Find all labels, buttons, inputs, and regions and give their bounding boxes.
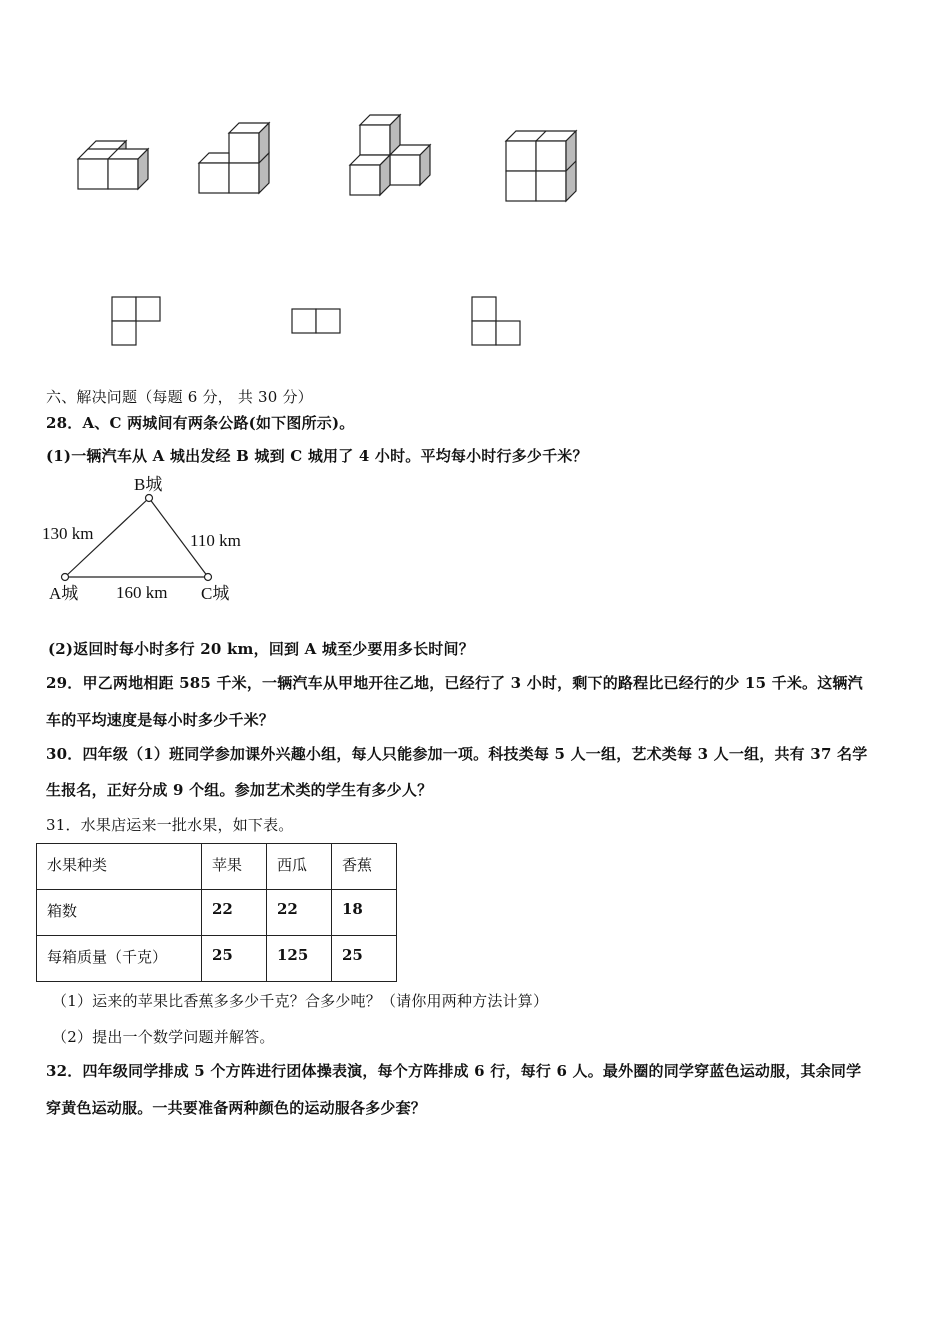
- label-a-city: A城: [49, 584, 79, 603]
- table-cell: 25: [332, 936, 397, 982]
- node-b: [146, 495, 153, 502]
- node-a: [62, 574, 69, 581]
- label-b-city: B城: [134, 475, 163, 494]
- table-cell: 22: [267, 890, 332, 936]
- label-ab-distance: 130 km: [42, 524, 94, 543]
- table-cell: 25: [202, 936, 267, 982]
- q31-part2: （2）提出一个数学问题并解答。: [52, 1028, 275, 1046]
- q32-line2: 穿黄色运动服。一共要准备两种颜色的运动服各多少套？: [46, 1099, 427, 1117]
- table-cell: 18: [332, 890, 397, 936]
- table-cell: 每箱质量（千克）: [37, 936, 202, 982]
- solid-figure-4: [504, 129, 584, 209]
- section-heading: 六、解决问题（每题 6 分， 共 30 分）: [46, 388, 313, 406]
- table-cell: 125: [267, 936, 332, 982]
- q28-stem: 28．A、C 两城间有两条公路(如下图所示)。: [46, 414, 355, 432]
- fruit-table: [36, 843, 397, 982]
- label-ac-distance: 160 km: [116, 583, 168, 602]
- table-header-cell: 水果种类: [37, 844, 202, 890]
- q30-line2: 生报名，正好分成 9 个组。参加艺术类的学生有多少人？: [46, 781, 433, 799]
- label-c-city: C城: [201, 584, 230, 603]
- table-header-cell: 香蕉: [332, 844, 397, 890]
- q29-line1: 29．甲乙两地相距 585 千米，一辆汽车从甲地开往乙地，已经行了 3 小时，剩下的路程比已经行的少 15 千米。这辆汽: [46, 674, 863, 692]
- table-row: [37, 890, 397, 936]
- q29-line2: 车的平均速度是每小时多少千米？: [46, 711, 275, 729]
- table-header-row: [37, 844, 397, 890]
- plan-view-2: [291, 308, 343, 336]
- table-cell: 箱数: [37, 890, 202, 936]
- node-c: [205, 574, 212, 581]
- table-row: [37, 936, 397, 982]
- table-header-cell: 西瓜: [267, 844, 332, 890]
- solid-figure-1: [76, 139, 156, 199]
- solid-figure-2: [197, 121, 277, 196]
- q28-part2: (2)返回时每小时多行 20 km，回到 A 城至少要用多长时间？: [48, 640, 474, 658]
- plan-view-1: [111, 296, 163, 348]
- q28-part1: (1)一辆汽车从 A 城出发经 B 城到 C 城用了 4 小时。平均每小时行多少千米？: [46, 447, 588, 465]
- q31-part1: （1）运来的苹果比香蕉多多少千克？合多少吨？（请你用两种方法计算）: [52, 992, 549, 1010]
- q32-line1: 32．四年级同学排成 5 个方阵进行团体操表演，每个方阵排成 6 行，每行 6 人。最外圈的同学穿蓝色运动服，其余同学: [46, 1062, 862, 1080]
- q30-line1: 30．四年级（1）班同学参加课外兴趣小组，每人只能参加一项。科技类每 5 人一组，艺术类每 3 人一组，共有 37 名学: [46, 745, 868, 763]
- q31-stem: 31．水果店运来一批水果，如下表。: [46, 816, 294, 834]
- label-bc-distance: 110 km: [190, 531, 241, 550]
- solid-figure-3: [348, 113, 438, 198]
- table-cell: 22: [202, 890, 267, 936]
- plan-view-3: [471, 296, 523, 348]
- route-triangle-diagram: [36, 473, 296, 613]
- table-header-cell: 苹果: [202, 844, 267, 890]
